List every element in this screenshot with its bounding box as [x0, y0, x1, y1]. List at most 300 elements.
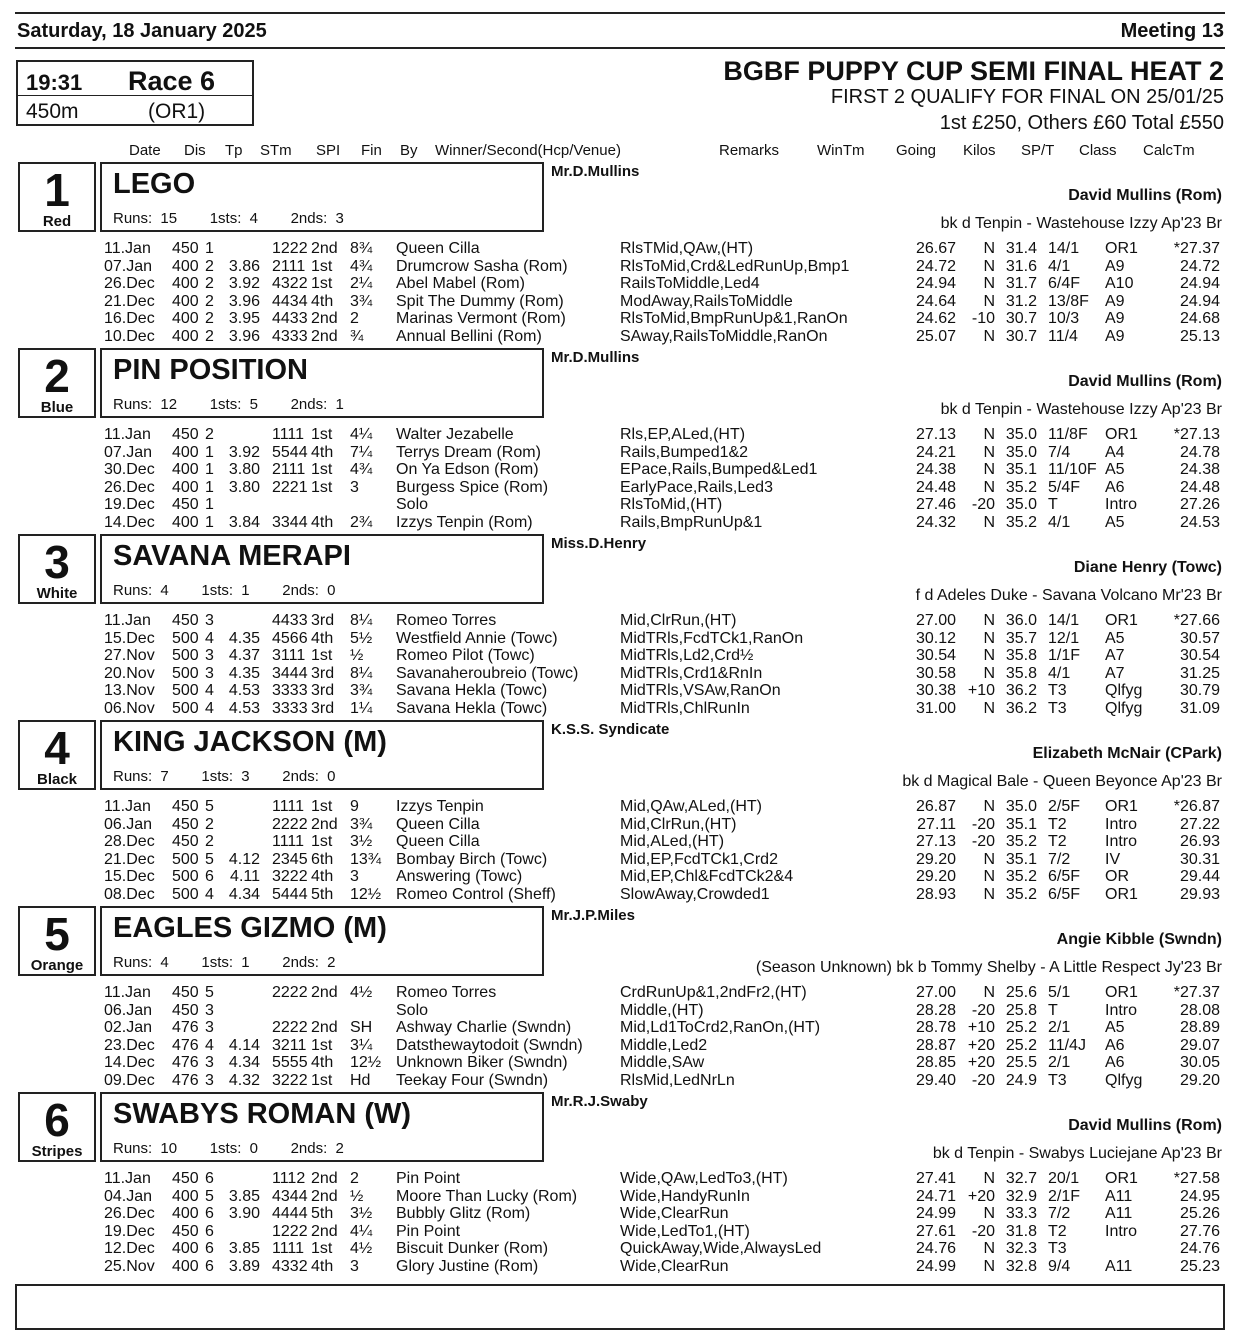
- run-sectional: 4.34: [228, 886, 260, 903]
- run-calc-time: 30.31: [1179, 850, 1220, 868]
- run-winner-second: Answering (Towc): [396, 868, 523, 886]
- run-distance: 400: [172, 1205, 199, 1223]
- run-finish: 4th: [311, 1258, 334, 1275]
- run-finish: 2nd: [311, 984, 338, 1001]
- form-row: [0, 851, 1240, 868]
- run-weight: 31.6: [1005, 257, 1037, 275]
- run-distance-beaten: ¾: [350, 328, 364, 345]
- run-positions: 5555: [272, 1054, 308, 1072]
- run-remarks: RlsTMid,QAw,(HT): [620, 240, 754, 257]
- run-calc-time: 29.07: [1179, 1036, 1220, 1054]
- run-distance-beaten: 3½: [350, 1205, 373, 1223]
- run-going: N: [983, 426, 995, 443]
- run-positions: 2222: [272, 984, 308, 1001]
- run-distance: 450: [172, 833, 199, 851]
- trap-number: 5: [44, 908, 70, 960]
- run-finish: 3rd: [311, 700, 335, 717]
- run-weight: 35.0: [1005, 496, 1037, 514]
- column-header: By: [400, 142, 418, 159]
- runner-breeding: bk d Magical Bale - Queen Beyonce Ap'23 Br: [902, 773, 1222, 790]
- run-sp: 6/5F: [1048, 886, 1081, 903]
- run-date: 07.Jan: [104, 257, 153, 275]
- run-calc-time: 30.05: [1179, 1054, 1220, 1072]
- run-trap: 4: [205, 1036, 214, 1054]
- run-weight: 31.7: [1005, 275, 1037, 293]
- run-trap: 1: [205, 461, 214, 479]
- run-remarks: Wide,ClearRun: [620, 1258, 729, 1275]
- run-sp: 2/1: [1048, 1054, 1071, 1072]
- run-date: 15.Dec: [104, 868, 155, 886]
- run-going: N: [983, 647, 995, 665]
- run-class: A6: [1105, 1036, 1125, 1054]
- run-going: -20: [971, 1072, 995, 1089]
- run-going: N: [983, 798, 995, 815]
- run-class: A6: [1105, 478, 1125, 496]
- run-positions: 4433: [272, 310, 308, 328]
- run-calc-time: 31.09: [1179, 700, 1220, 717]
- run-win-time: 30.38: [915, 682, 956, 700]
- run-weight: 35.1: [1005, 850, 1037, 868]
- run-sp: 2/1F: [1048, 1187, 1081, 1205]
- run-class: A11: [1105, 1205, 1133, 1223]
- form-row: [0, 310, 1240, 327]
- column-header: STm: [260, 142, 292, 159]
- run-finish: 2nd: [311, 1187, 338, 1205]
- run-weight: 35.1: [1005, 461, 1037, 479]
- run-sectional: 3.85: [228, 1187, 260, 1205]
- run-win-time: 28.85: [915, 1054, 956, 1072]
- run-winner-second: Romeo Torres: [396, 984, 497, 1001]
- run-trap: 3: [205, 1001, 214, 1019]
- runs-count: Runs: 7: [113, 768, 169, 785]
- form-row: [0, 1054, 1240, 1071]
- run-trap: 2: [205, 833, 214, 851]
- run-date: 11.Jan: [104, 240, 151, 257]
- run-finish: 2nd: [311, 310, 338, 328]
- race-distance: 450m: [26, 100, 79, 123]
- run-finish: 2nd: [311, 240, 338, 257]
- run-sectional: 3.96: [228, 328, 260, 345]
- run-weight: 25.8: [1005, 1001, 1037, 1019]
- run-distance-beaten: 2¼: [350, 275, 373, 293]
- run-positions: 1111: [272, 426, 305, 443]
- run-positions: 2221: [272, 478, 308, 496]
- run-date: 06.Jan: [104, 815, 153, 833]
- run-calc-time: 30.54: [1179, 647, 1220, 665]
- run-distance-beaten: 3: [350, 478, 359, 496]
- run-going: N: [983, 478, 995, 496]
- run-distance-beaten: 3¾: [350, 815, 373, 833]
- run-winner-second: Unknown Biker (Swndn): [396, 1054, 568, 1072]
- run-going: -20: [971, 1001, 995, 1019]
- run-going: N: [983, 240, 995, 257]
- run-sectional: 4.53: [228, 700, 260, 717]
- run-weight: 25.2: [1005, 1019, 1037, 1037]
- run-date: 08.Dec: [104, 886, 155, 903]
- run-trap: 2: [205, 310, 214, 328]
- run-date: 19.Dec: [104, 496, 155, 514]
- run-date: 19.Dec: [104, 1222, 155, 1240]
- run-distance: 400: [172, 461, 199, 479]
- wins-count: 1sts: 1: [201, 582, 250, 599]
- trap-colour: Orange: [30, 957, 84, 974]
- run-win-time: 29.40: [915, 1072, 956, 1089]
- seconds-count: 2nds: 1: [290, 396, 344, 413]
- run-going: -20: [971, 833, 995, 851]
- run-distance-beaten: 4¾: [350, 257, 373, 275]
- run-class: A9: [1105, 292, 1125, 310]
- run-sp: T: [1048, 496, 1058, 514]
- run-distance-beaten: 12½: [350, 1054, 382, 1072]
- run-weight: 36.2: [1005, 682, 1037, 700]
- run-sp: T2: [1048, 815, 1067, 833]
- run-distance: 450: [172, 1222, 199, 1240]
- run-sp: 9/4: [1048, 1258, 1071, 1275]
- runner-record: [113, 954, 335, 971]
- run-going: +10: [967, 682, 995, 700]
- run-finish: 5th: [311, 886, 334, 903]
- run-winner-second: Glory Justine (Rom): [396, 1258, 539, 1275]
- run-calc-time: 27.22: [1179, 815, 1220, 833]
- run-class: IV: [1105, 850, 1121, 868]
- run-class: A5: [1105, 514, 1125, 531]
- run-sp: 13/8F: [1048, 292, 1089, 310]
- runs-count: Runs: 10: [113, 1140, 178, 1157]
- run-weight: 31.2: [1005, 292, 1037, 310]
- run-class: OR1: [1105, 426, 1138, 443]
- run-positions: 3444: [272, 664, 308, 682]
- run-going: +20: [967, 1187, 995, 1205]
- trap-number: 1: [44, 164, 70, 216]
- run-class: A11: [1105, 1258, 1133, 1275]
- run-weight: 30.7: [1005, 328, 1037, 345]
- form-row: [0, 1188, 1240, 1205]
- run-weight: 35.0: [1005, 426, 1037, 443]
- run-remarks: RailsToMiddle,Led4: [620, 275, 760, 293]
- run-distance-beaten: 2: [350, 1170, 359, 1187]
- run-date: 07.Jan: [104, 443, 153, 461]
- wins-count: 1sts: 1: [201, 954, 250, 971]
- run-calc-time: *27.66: [1173, 612, 1220, 629]
- seconds-count: 2nds: 3: [290, 210, 344, 227]
- column-header: Dis: [184, 142, 206, 159]
- run-weight: 32.9: [1005, 1187, 1037, 1205]
- run-positions: 4344: [272, 1187, 308, 1205]
- runner-record: [113, 210, 344, 227]
- run-winner-second: Annual Bellini (Rom): [396, 328, 542, 345]
- run-weight: 33.3: [1005, 1205, 1037, 1223]
- run-trap: 3: [205, 1054, 214, 1072]
- run-calc-time: 25.23: [1179, 1258, 1220, 1275]
- run-calc-time: 25.26: [1179, 1205, 1220, 1223]
- run-remarks: Middle,SAw: [620, 1054, 705, 1072]
- run-weight: 35.2: [1005, 514, 1037, 531]
- run-going: N: [983, 868, 995, 886]
- run-sp: 2/1: [1048, 1019, 1071, 1037]
- run-distance: 500: [172, 700, 199, 717]
- run-remarks: Wide,HandyRunIn: [620, 1187, 750, 1205]
- column-header: WinTm: [817, 142, 865, 159]
- run-class: OR1: [1105, 612, 1138, 629]
- seconds-count: 2nds: 0: [282, 582, 336, 599]
- run-class: Intro: [1105, 833, 1138, 851]
- run-finish: 3rd: [311, 682, 335, 700]
- runner-trainer: David Mullins (Rom): [1068, 373, 1222, 390]
- wins-count: 1sts: 3: [201, 768, 250, 785]
- run-trap: 2: [205, 292, 214, 310]
- run-finish: 1st: [311, 647, 333, 665]
- runner-owner: Mr.D.Mullins: [551, 349, 640, 366]
- run-positions: 4333: [272, 328, 308, 345]
- run-winner-second: Romeo Control (Sheff): [396, 886, 556, 903]
- run-going: N: [983, 443, 995, 461]
- run-remarks: Mid,QAw,ALed,(HT): [620, 798, 762, 815]
- run-finish: 6th: [311, 850, 334, 868]
- run-winner-second: Romeo Torres: [396, 612, 497, 629]
- run-trap: 6: [205, 1205, 214, 1223]
- run-win-time: 27.00: [915, 984, 956, 1001]
- run-sp: 2/5F: [1048, 798, 1081, 815]
- run-distance: 500: [172, 664, 199, 682]
- run-calc-time: 27.76: [1179, 1222, 1220, 1240]
- run-class: Intro: [1105, 1222, 1138, 1240]
- column-header: Going: [896, 142, 937, 159]
- run-remarks: SlowAway,Crowded1: [620, 886, 770, 903]
- run-class: A4: [1105, 443, 1125, 461]
- run-going: +20: [967, 1054, 995, 1072]
- run-distance: 450: [172, 815, 199, 833]
- run-calc-time: *27.37: [1173, 984, 1220, 1001]
- run-class: Qlfyg: [1105, 1072, 1143, 1089]
- run-win-time: 24.38: [915, 461, 956, 479]
- run-positions: 1112: [272, 1170, 306, 1187]
- run-sp: 7/2: [1048, 1205, 1071, 1223]
- run-sp: 5/4F: [1048, 478, 1081, 496]
- run-finish: 2nd: [311, 1170, 338, 1187]
- run-calc-time: 29.44: [1179, 868, 1220, 886]
- run-calc-time: 24.48: [1179, 478, 1220, 496]
- run-date: 26.Dec: [104, 478, 155, 496]
- run-finish: 2nd: [311, 1019, 338, 1037]
- run-sectional: 3.86: [228, 257, 260, 275]
- run-winner-second: Queen Cilla: [396, 815, 480, 833]
- run-sp: T2: [1048, 833, 1067, 851]
- run-class: OR1: [1105, 798, 1138, 815]
- run-sectional: 4.35: [228, 664, 260, 682]
- run-class: A9: [1105, 257, 1125, 275]
- form-row: [0, 700, 1240, 717]
- run-trap: 2: [205, 328, 214, 345]
- run-sp: 6/5F: [1048, 868, 1081, 886]
- run-winner-second: Burgess Spice (Rom): [396, 478, 549, 496]
- run-remarks: SAway,RailsToMiddle,RanOn: [620, 328, 828, 345]
- run-positions: 3111: [272, 647, 306, 665]
- run-trap: 6: [205, 1258, 214, 1275]
- run-sectional: 3.80: [228, 461, 260, 479]
- run-weight: 31.4: [1005, 240, 1037, 257]
- run-winner-second: Solo: [396, 496, 429, 514]
- run-distance: 476: [172, 1036, 199, 1054]
- run-distance-beaten: 3¾: [350, 292, 373, 310]
- run-finish: 1st: [311, 798, 333, 815]
- run-winner-second: Marinas Vermont (Rom): [396, 310, 566, 328]
- run-distance: 400: [172, 328, 199, 345]
- run-finish: 1st: [311, 461, 333, 479]
- run-date: 25.Nov: [104, 1258, 155, 1275]
- run-distance: 476: [172, 1054, 199, 1072]
- run-distance-beaten: 3½: [350, 833, 373, 851]
- run-sp: T3: [1048, 700, 1067, 717]
- runner-owner: Mr.J.P.Miles: [551, 907, 635, 924]
- run-winner-second: Pin Point: [396, 1222, 461, 1240]
- form-row: [0, 293, 1240, 310]
- run-win-time: 27.61: [915, 1222, 956, 1240]
- run-win-time: 26.87: [915, 798, 956, 815]
- trap-colour: Black: [36, 771, 78, 788]
- race-grade: (OR1): [148, 100, 206, 123]
- run-positions: 3222: [272, 1072, 308, 1089]
- meeting-number: Meeting 13: [1120, 20, 1224, 42]
- wins-count: 1sts: 4: [209, 210, 258, 227]
- run-trap: 6: [205, 1170, 214, 1187]
- run-winner-second: Queen Cilla: [396, 833, 480, 851]
- runner-name: PIN POSITION: [113, 354, 308, 386]
- run-distance: 500: [172, 647, 199, 665]
- run-positions: 5544: [272, 443, 308, 461]
- run-date: 11.Jan: [104, 984, 151, 1001]
- run-class: OR: [1105, 868, 1129, 886]
- run-weight: 36.0: [1005, 612, 1037, 629]
- run-date: 11.Jan: [104, 426, 151, 443]
- run-remarks: Wide,LedTo1,(HT): [620, 1222, 750, 1240]
- run-distance: 476: [172, 1019, 199, 1037]
- run-win-time: 30.12: [915, 629, 956, 647]
- run-going: -20: [971, 496, 995, 514]
- run-sectional: 4.12: [228, 850, 260, 868]
- run-remarks: MidTRls,VSAw,RanOn: [620, 682, 781, 700]
- run-weight: 32.7: [1005, 1170, 1037, 1187]
- run-trap: 1: [205, 240, 214, 257]
- column-header: Date: [129, 142, 161, 159]
- run-calc-time: 24.95: [1179, 1187, 1220, 1205]
- run-class: A6: [1105, 1054, 1125, 1072]
- run-going: N: [983, 886, 995, 903]
- trap-number: 2: [44, 350, 70, 402]
- form-row: [0, 1205, 1240, 1222]
- run-remarks: RlsToMid,BmpRunUp&1,RanOn: [620, 310, 848, 328]
- run-finish: 1st: [311, 833, 333, 851]
- run-distance-beaten: ½: [350, 647, 364, 665]
- run-sectional: 3.85: [228, 1240, 260, 1258]
- run-winner-second: Drumcrow Sasha (Rom): [396, 257, 568, 275]
- run-distance-beaten: 3¼: [350, 1036, 373, 1054]
- run-weight: 25.5: [1005, 1054, 1037, 1072]
- run-distance: 400: [172, 292, 199, 310]
- run-distance: 400: [172, 1258, 199, 1275]
- form-row: [0, 258, 1240, 275]
- run-trap: 1: [205, 514, 214, 531]
- run-distance: 500: [172, 629, 199, 647]
- run-win-time: 24.94: [915, 275, 956, 293]
- run-winner-second: Savana Hekla (Towc): [396, 700, 548, 717]
- form-row: [0, 886, 1240, 903]
- run-winner-second: Izzys Tenpin: [396, 798, 484, 815]
- run-positions: 2222: [272, 815, 308, 833]
- run-finish: 2nd: [311, 815, 338, 833]
- run-remarks: Wide,QAw,LedTo3,(HT): [620, 1170, 788, 1187]
- form-row: [0, 444, 1240, 461]
- run-finish: 4th: [311, 1054, 334, 1072]
- run-trap: 3: [205, 664, 214, 682]
- run-weight: 35.2: [1005, 833, 1037, 851]
- run-finish: 4th: [311, 868, 334, 886]
- run-calc-time: 24.53: [1179, 514, 1220, 531]
- run-trap: 5: [205, 850, 214, 868]
- runner-breeding: bk d Tenpin - Swabys Luciejane Ap'23 Br: [932, 1145, 1222, 1162]
- run-date: 11.Jan: [104, 1170, 151, 1187]
- column-header: Fin: [361, 142, 382, 159]
- run-weight: 24.9: [1005, 1072, 1037, 1089]
- run-distance-beaten: 3¾: [350, 682, 373, 700]
- seconds-count: 2nds: 2: [290, 1140, 344, 1157]
- run-distance-beaten: 7¼: [350, 443, 373, 461]
- run-win-time: 24.76: [915, 1240, 956, 1258]
- run-sp: T3: [1048, 682, 1067, 700]
- run-distance-beaten: 8¾: [350, 240, 373, 257]
- run-finish: 5th: [311, 1205, 334, 1223]
- run-trap: 5: [205, 798, 214, 815]
- run-calc-time: 24.68: [1179, 310, 1220, 328]
- run-remarks: ModAway,RailsToMiddle: [620, 292, 793, 310]
- run-going: N: [983, 664, 995, 682]
- run-positions: 2222: [272, 1019, 308, 1037]
- run-positions: 3333: [272, 682, 308, 700]
- run-sp: 10/3: [1048, 310, 1080, 328]
- run-win-time: 27.13: [915, 833, 956, 851]
- run-calc-time: 30.79: [1179, 682, 1220, 700]
- race-prizes: 1st £250, Others £60 Total £550: [939, 112, 1224, 134]
- column-header: SPI: [316, 142, 341, 159]
- form-row: [0, 665, 1240, 682]
- run-positions: 3344: [272, 514, 308, 531]
- form-row: [0, 816, 1240, 833]
- form-row: [0, 1002, 1240, 1019]
- run-class: A5: [1105, 629, 1125, 647]
- run-sp: 1/1F: [1048, 647, 1081, 665]
- runner-breeding: bk d Tenpin - Wastehouse Izzy Ap'23 Br: [940, 401, 1222, 418]
- wins-count: 1sts: 0: [209, 1140, 258, 1157]
- run-date: 16.Dec: [104, 310, 155, 328]
- run-winner-second: Datsthewaytodoit (Swndn): [396, 1036, 583, 1054]
- form-row: [0, 1258, 1240, 1275]
- run-win-time: 29.20: [915, 850, 956, 868]
- run-winner-second: Terrys Dream (Rom): [396, 443, 541, 461]
- run-win-time: 27.13: [915, 426, 956, 443]
- run-sectional: 4.32: [228, 1072, 260, 1089]
- run-trap: 1: [205, 496, 214, 514]
- run-going: +20: [967, 1036, 995, 1054]
- run-sectional: 4.11: [230, 868, 260, 886]
- run-sp: 11/4: [1048, 328, 1078, 345]
- run-class: Intro: [1105, 1001, 1138, 1019]
- run-going: +10: [967, 1019, 995, 1037]
- run-class: A7: [1105, 664, 1125, 682]
- run-distance: 400: [172, 257, 199, 275]
- footer-box: [15, 1284, 1225, 1330]
- run-going: N: [983, 275, 995, 293]
- top-rule: [15, 12, 1225, 14]
- run-class: A5: [1105, 1019, 1125, 1037]
